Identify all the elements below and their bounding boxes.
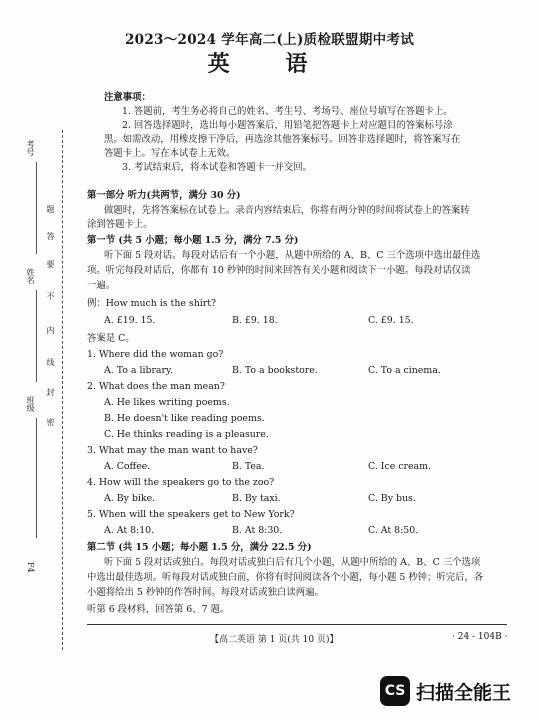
section2-intro: 听下面 5 段对话或独白。每段对话或独白后有几个小题，从题中所给的 A、B、C 三个选项 [104, 557, 481, 568]
q4-option-a: A. By bike. [104, 493, 156, 504]
section1-heading: 第一节 (共 5 小题；每小题 1.5 分，满分 7.5 分) [87, 235, 299, 246]
question-1: 1. Where did the woman go? [87, 349, 224, 360]
question-4: 4. How will the speakers go to the zoo? [87, 477, 275, 488]
seal-char: 线 [46, 358, 55, 366]
footer-code: · 24 - 104B · [452, 632, 508, 642]
camscanner-logo-icon: CS [380, 676, 410, 706]
label-class: 班级 [26, 396, 35, 412]
seal-char: 内 [46, 326, 55, 334]
q5-option-a: A. At 8:10. [104, 525, 155, 536]
footer-page: 【高二英语 第 1 页(共 10 页)】 [210, 635, 339, 645]
seal-char: 封 [46, 388, 55, 396]
example-question: 例：How much is the shirt? [87, 298, 217, 309]
label-f4: F4 [26, 562, 35, 573]
section2-material: 听第 6 段材料，回答第 6、7 题。 [87, 604, 230, 615]
class-line [36, 418, 37, 538]
seal-char: 要 [46, 260, 55, 268]
exam-title: 2023～2024 学年高二(上)质检联盟期中考试 [124, 32, 415, 48]
exam-number-line [36, 162, 37, 254]
notice-line: 黑。如需改动，用橡皮擦干净后，再选涂其他答案标号。回答非选择题时，将答案写在 [104, 134, 461, 145]
example-answer: 答案是 C。 [87, 333, 135, 344]
notice-line: 1. 答题前，考生务必将自己的姓名、考生号、考场号、座位号填写在答题卡上。 [122, 106, 453, 117]
q4-option-b: B. By taxi. [232, 493, 281, 504]
part1-intro: 做题时，先将答案标在试卷上。录音内容结束后，你将有两分钟的时间将试卷上的答案转 [104, 205, 470, 216]
q3-option-b: B. Tea. [232, 461, 265, 472]
example-option-c: C. £9. 15. [368, 315, 414, 326]
question-2: 2. What does the man mean? [87, 381, 225, 392]
question-5: 5. When will the speakers get to New York? [87, 509, 295, 520]
q1-option-b: B. To a bookstore. [232, 365, 318, 376]
seal-char: 密 [46, 418, 55, 426]
section2-heading: 第二节 (共 15 小题；每小题 1.5 分，满分 22.5 分) [87, 542, 312, 553]
q3-option-c: C. Ice cream. [368, 461, 432, 472]
section1-intro: 一遍。 [87, 280, 116, 291]
part1-intro: 涂到答题卡上。 [87, 219, 153, 230]
seal-char: 答 [46, 232, 55, 240]
q2-option-b: B. He doesn't like reading poems. [104, 413, 265, 424]
name-line [36, 290, 37, 382]
question-3: 3. What may the man want to have? [87, 445, 258, 456]
example-option-b: B. £9. 18. [232, 315, 278, 326]
q2-option-a: A. He likes writing poems. [104, 397, 230, 408]
q5-option-b: B. At 8:30. [232, 525, 283, 536]
seal-char: 不 [46, 292, 55, 300]
label-name: 姓名 [26, 268, 35, 284]
notice-heading: 注意事项： [104, 92, 151, 103]
label-exam-number: 考号 [26, 140, 35, 156]
notice-line: 3. 考试结束后，将本试卷和答题卡一并交回。 [122, 162, 313, 173]
subject-title: 英 语 [207, 51, 332, 77]
q1-option-a: A. To a library. [104, 365, 174, 376]
q2-option-c: C. He thinks reading is a pleasure. [104, 429, 269, 440]
q1-option-c: C. To a cinema. [368, 365, 441, 376]
q5-option-c: C. At 8:50. [368, 525, 419, 536]
section1-intro: 听下面 5 段对话。每段对话后有一个小题，从题中所给的 A、B、C 三个选项中选出最佳选 [104, 250, 481, 261]
section2-intro: 中选出最佳选项。听每段对话或独白前，你将有时间阅读各个小题，每小题 5 秒钟；听完后，各 [87, 572, 484, 583]
part1-heading: 第一部分 听力(共两节，满分 30 分) [87, 190, 241, 201]
footer-rule [87, 624, 507, 625]
q3-option-a: A. Coffee. [104, 461, 151, 472]
notice-line: 答题卡上。写在本试卷上无效。 [104, 148, 236, 159]
example-option-a: A. £19. 15. [104, 315, 156, 326]
q4-option-c: C. By bus. [368, 493, 416, 504]
section1-intro: 项。听完每段对话后，你都有 10 秒钟的时间来回答有关小题和阅读下一小题。每段对话仅读 [87, 265, 471, 276]
seal-char: 题 [46, 205, 55, 213]
seal-line [62, 130, 63, 650]
camscanner-watermark: 扫描全能王 [416, 682, 512, 704]
section2-intro: 小题将给出 5 秒钟的作答时间。每段对话或独白读两遍。 [87, 587, 324, 598]
notice-line: 2. 回答选择题时，选出每小题答案后，用铅笔把答题卡上对应题目的答案标号涂 [122, 120, 453, 131]
